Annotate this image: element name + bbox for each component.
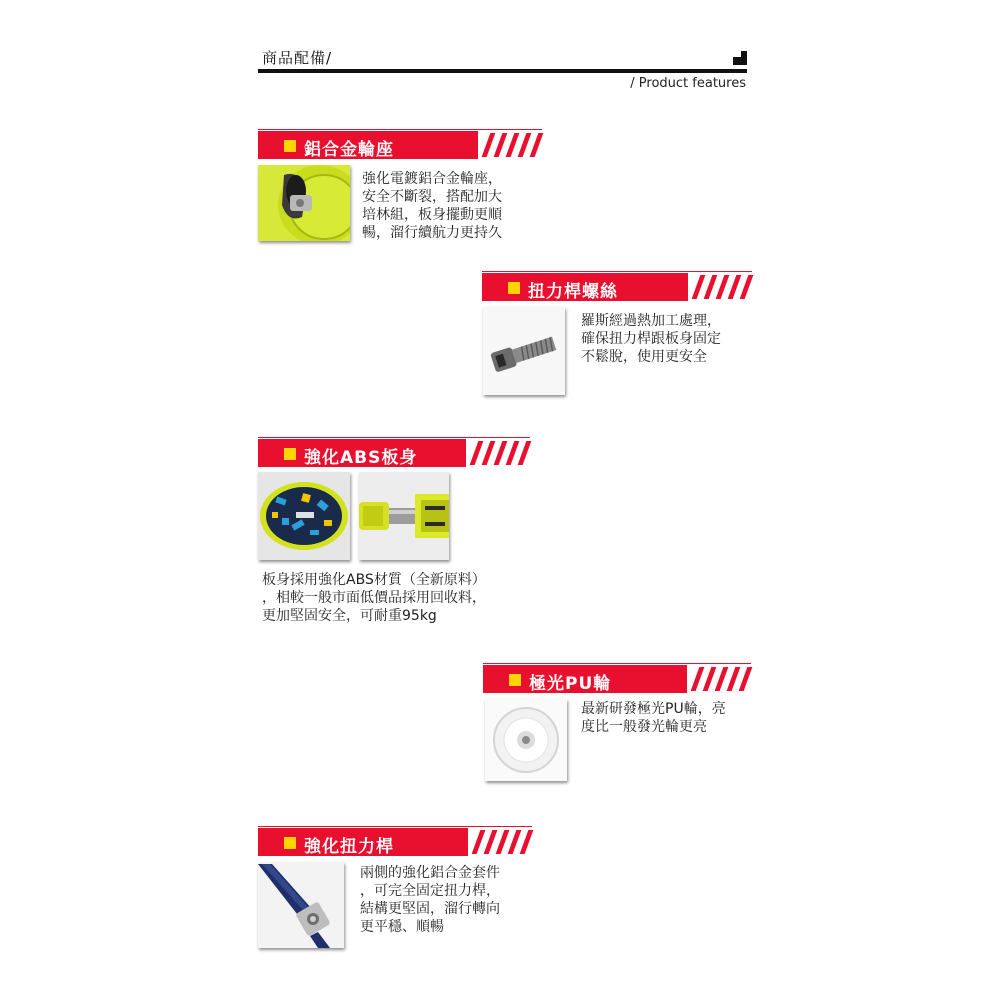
section-description: 羅斯經過熱加工處理， 確保扭力桿跟板身固定 不鬆脫，使用更安全 — [581, 313, 721, 365]
section-title: 鋁合金輪座 — [304, 140, 394, 160]
section-banner-wheel-mount — [258, 131, 542, 159]
section-description: 兩側的強化鋁合金套件 ，可完全固定扭力桿， 結構更堅固，溜行轉向 更平穩、順暢 — [360, 865, 500, 935]
wheel-mount-photo — [258, 165, 350, 241]
bullet-square-icon — [284, 140, 296, 152]
corner-mark-icon — [733, 51, 747, 65]
stripes-decoration — [687, 665, 751, 693]
section-banner-abs-deck — [258, 439, 530, 467]
section-banner-torsion-bolt — [482, 273, 752, 301]
bolt-photo — [483, 307, 565, 395]
page-title: 商品配備/ — [262, 49, 333, 67]
stripes-decoration — [466, 439, 530, 467]
section-banner-pu-wheel — [483, 665, 751, 693]
stripes-decoration — [468, 828, 532, 856]
section-title: 強化扭力桿 — [304, 837, 394, 857]
deck-photo — [258, 472, 350, 560]
page-subtitle: / Product features — [630, 76, 746, 91]
stripes-decoration — [478, 131, 542, 159]
pu-wheel-photo — [485, 699, 567, 781]
header-divider — [258, 69, 747, 73]
bullet-square-icon — [284, 837, 296, 849]
section-banner-torsion-bar — [258, 828, 532, 856]
stripes-decoration — [688, 273, 752, 301]
bullet-square-icon — [284, 448, 296, 460]
bullet-square-icon — [509, 674, 521, 686]
section-title: 極光PU輪 — [529, 674, 612, 694]
section-description: 板身採用強化ABS材質（全新原料） ，相較一般市面低價品採用回收料， 更加堅固安全，可耐重95kg — [262, 572, 486, 624]
torsion-bar-photo — [258, 862, 344, 948]
section-title: 扭力桿螺絲 — [528, 282, 618, 302]
section-description: 強化電鍍鋁合金輪座， 安全不斷裂，搭配加大 培林組，板身擺動更順 暢，溜行續航力更持久 — [362, 171, 502, 241]
deck-tube-photo — [359, 472, 449, 560]
section-description: 最新研發極光PU輪，亮 度比一般發光輪更亮 — [581, 701, 726, 735]
section-title: 強化ABS板身 — [304, 448, 418, 468]
bullet-square-icon — [508, 282, 520, 294]
